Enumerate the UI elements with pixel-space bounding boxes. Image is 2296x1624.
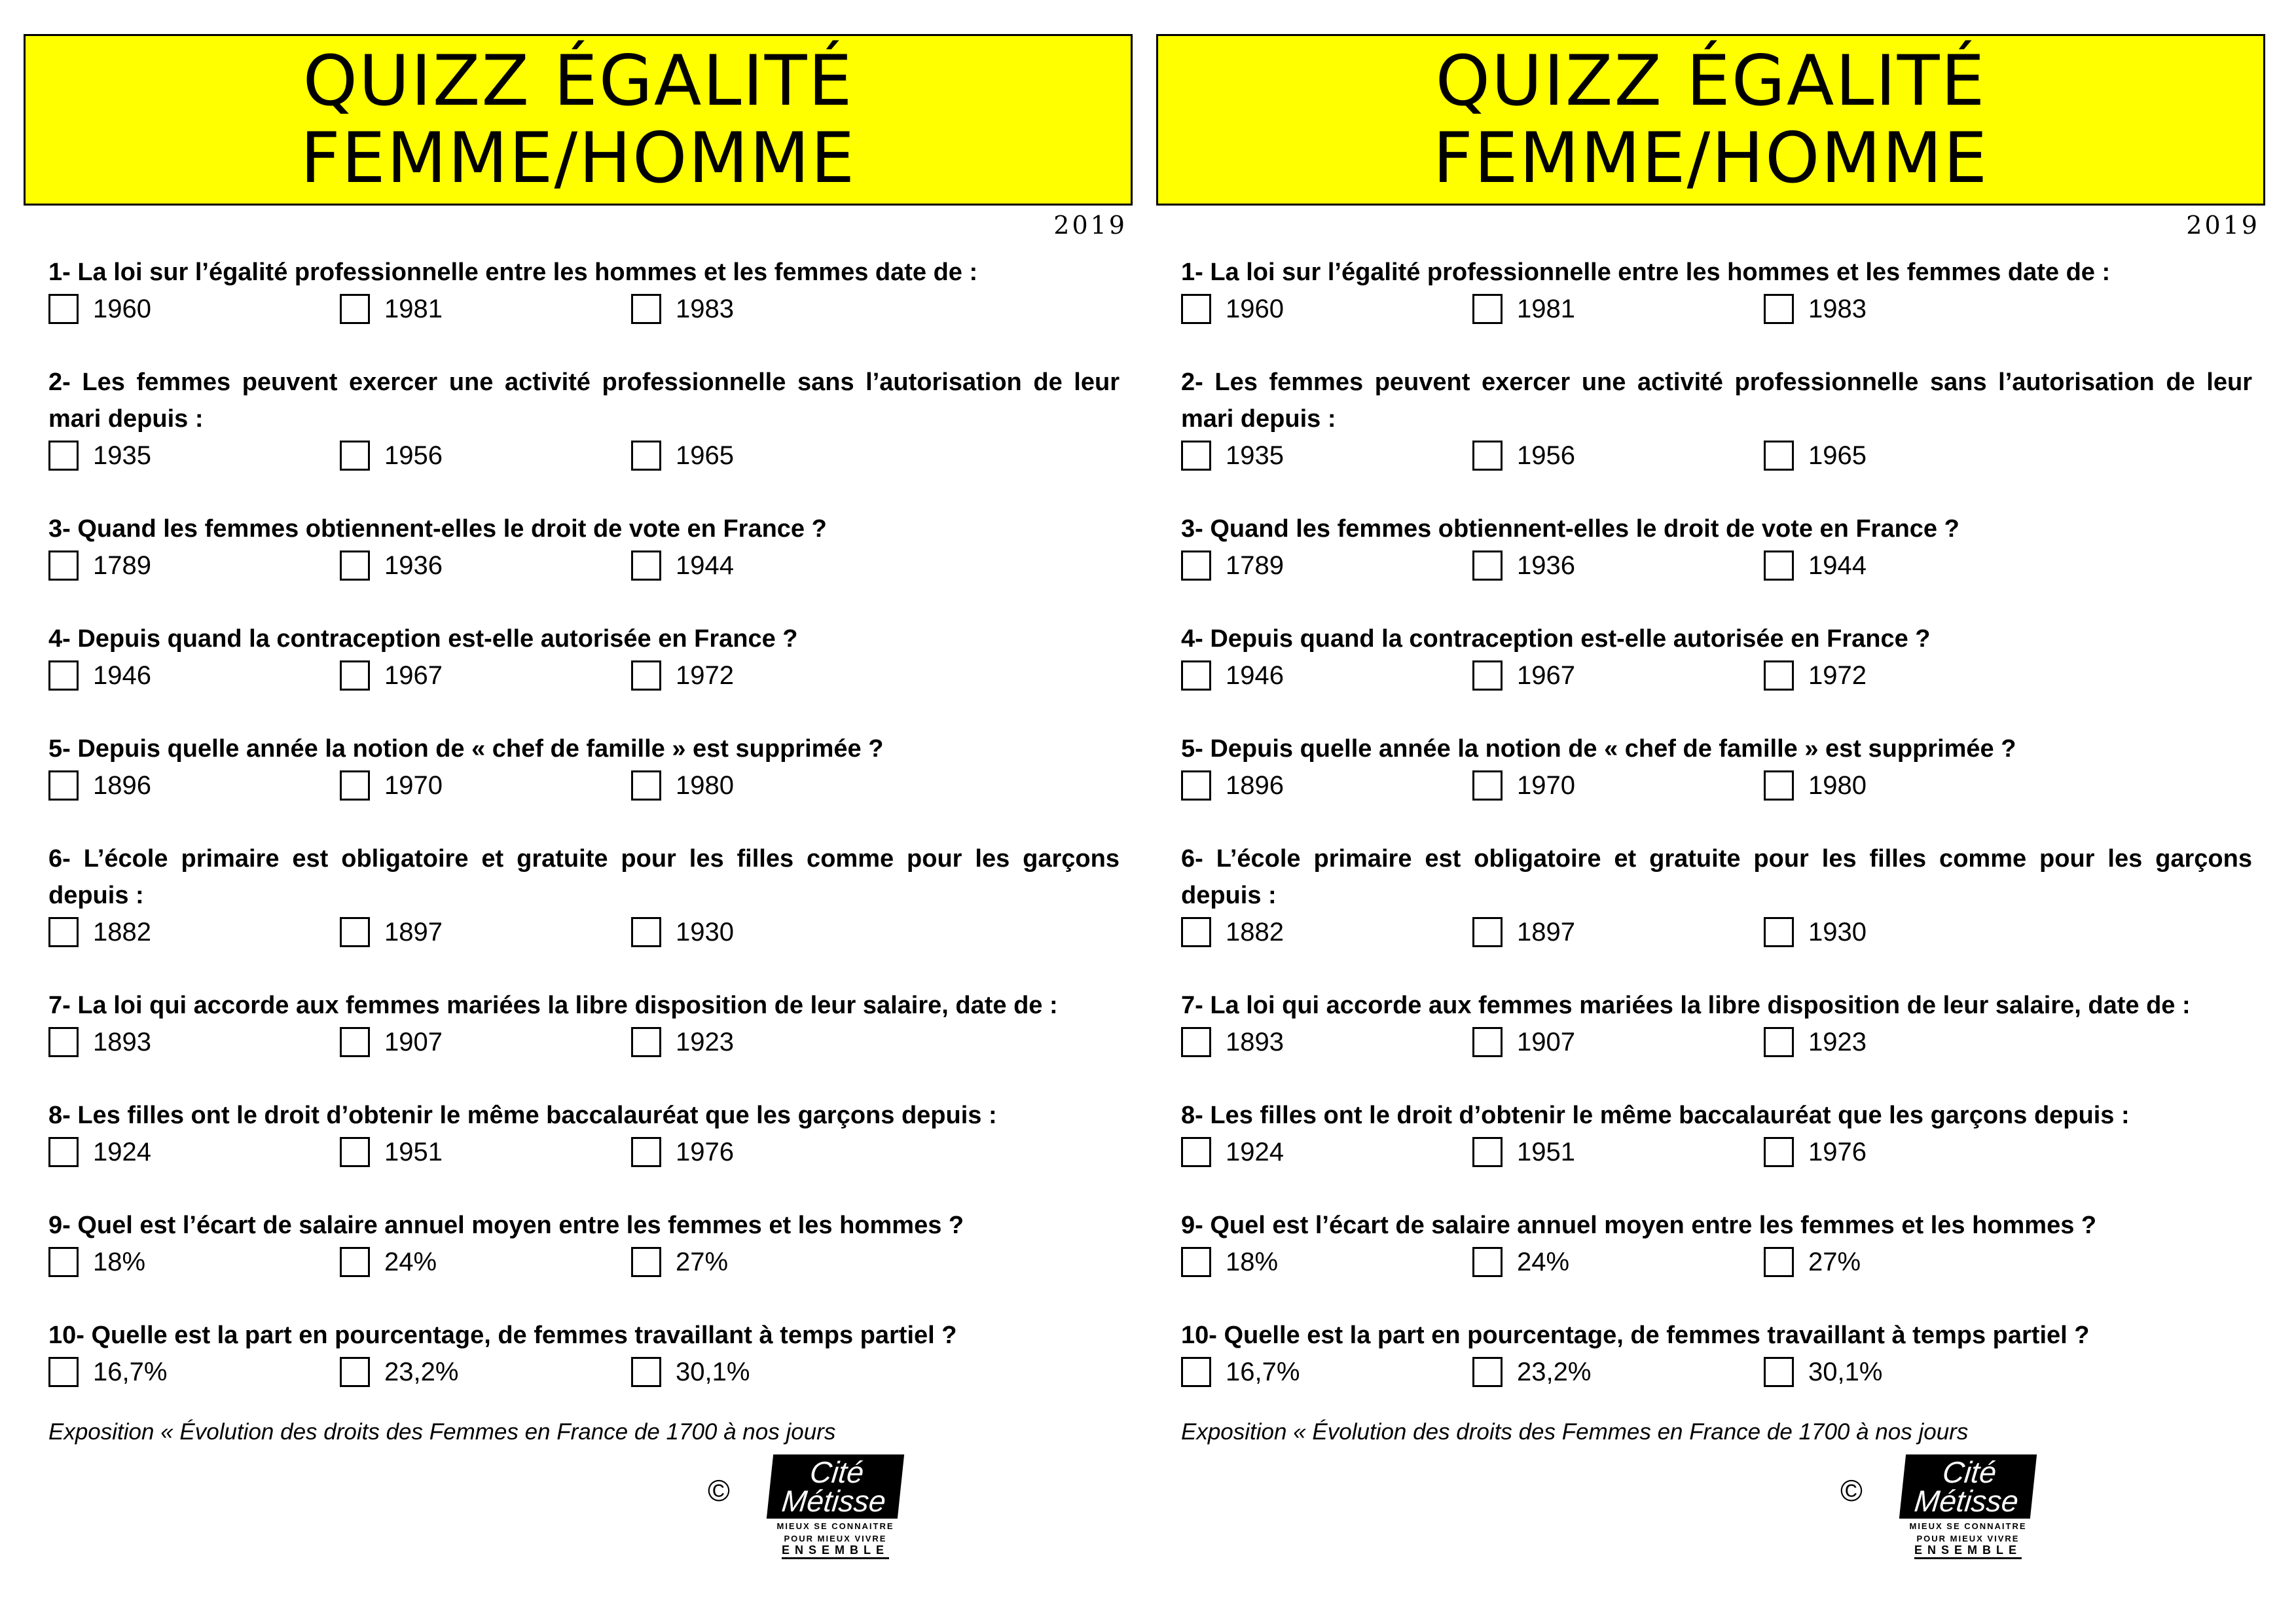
answer-label: 23,2% — [384, 1358, 459, 1386]
answer-options — [48, 657, 1120, 694]
answer-options — [48, 547, 1120, 584]
answer-option[interactable] — [1472, 291, 1764, 327]
answer-option[interactable] — [1472, 1024, 1764, 1060]
checkbox[interactable] — [1472, 770, 1503, 801]
question-3 — [1181, 511, 2252, 584]
answer-label: 1946 — [1226, 661, 1284, 690]
answer-label: 1972 — [676, 661, 734, 690]
question-text: 1- La loi sur l’égalité professionnelle entre les hommes et les femmes date de : — [48, 259, 978, 286]
question-text: 2- Les femmes peuvent exercer une activité professionnelle sans l’autorisation de leur mari depuis : — [48, 369, 1120, 433]
answer-option[interactable] — [631, 291, 922, 327]
logo-line-1: Cité — [808, 1455, 866, 1489]
copyright-symbol: © — [708, 1473, 730, 1507]
answer-option[interactable] — [1472, 914, 1764, 950]
checkbox[interactable] — [1764, 660, 1794, 691]
answer-options — [1181, 914, 2252, 950]
question-list — [48, 254, 1120, 1427]
answer-option[interactable] — [1472, 1134, 1764, 1170]
answer-label: 27% — [1808, 1248, 1861, 1276]
answer-label: 1882 — [93, 918, 151, 947]
answer-label: 1980 — [676, 771, 734, 800]
question-text: 10- Quelle est la part en pourcentage, de femmes travaillant à temps partiel ? — [1181, 1322, 2090, 1349]
checkbox[interactable] — [1181, 660, 1211, 691]
logo-mark — [767, 1454, 904, 1519]
answer-options — [1181, 657, 2252, 694]
question-4 — [48, 621, 1120, 694]
checkbox[interactable] — [1181, 917, 1211, 947]
question-3 — [48, 511, 1120, 584]
question-2 — [48, 364, 1120, 474]
checkbox[interactable] — [631, 550, 661, 581]
answer-option[interactable] — [340, 291, 631, 327]
answer-label: 1923 — [676, 1028, 734, 1056]
answer-label: 30,1% — [676, 1358, 750, 1386]
answer-label: 23,2% — [1517, 1358, 1592, 1386]
answer-label: 1983 — [676, 295, 734, 323]
answer-option[interactable] — [1181, 1134, 1472, 1170]
checkbox[interactable] — [1472, 441, 1503, 471]
answer-option[interactable] — [48, 1244, 340, 1280]
checkbox[interactable] — [1181, 770, 1211, 801]
answer-option[interactable] — [1181, 914, 1472, 950]
answer-option[interactable] — [1472, 1354, 1764, 1390]
answer-label: 24% — [1517, 1248, 1570, 1276]
checkbox[interactable] — [1181, 1247, 1211, 1277]
quiz-sheet-right — [1156, 0, 2269, 1624]
answer-label: 1970 — [1517, 771, 1575, 800]
checkbox[interactable] — [48, 770, 79, 801]
checkbox[interactable] — [340, 1357, 370, 1387]
answer-label: 24% — [384, 1248, 437, 1276]
answer-label: 1976 — [676, 1138, 734, 1166]
answer-label: 1967 — [1517, 661, 1575, 690]
answer-options — [1181, 1354, 2252, 1390]
logo-tagline-2: POUR MIEUX VIVRE — [1916, 1534, 2020, 1543]
question-text: 8- Les filles ont le droit d’obtenir le même baccalauréat que les garçons depuis : — [1181, 1102, 2130, 1129]
checkbox[interactable] — [1764, 1027, 1794, 1057]
year-label: 2019 — [1053, 211, 1127, 240]
checkbox[interactable] — [1181, 294, 1211, 324]
answer-label: 1972 — [1808, 661, 1867, 690]
answer-label: 18% — [93, 1248, 146, 1276]
answer-label: 1951 — [384, 1138, 443, 1166]
checkbox[interactable] — [48, 550, 79, 581]
answer-label: 1935 — [93, 441, 151, 470]
checkbox[interactable] — [631, 660, 661, 691]
checkbox[interactable] — [340, 660, 370, 691]
answer-option[interactable] — [1764, 291, 2055, 327]
answer-label: 1897 — [384, 918, 443, 947]
question-text: 6- L’école primaire est obligatoire et gratuite pour les filles comme pour les garçons depuis : — [1181, 845, 2252, 909]
answer-option[interactable] — [1181, 437, 1472, 474]
title-line-2: FEMME/HOMME — [1432, 118, 1989, 198]
question-1 — [1181, 254, 2252, 327]
answer-label: 18% — [1226, 1248, 1279, 1276]
checkbox[interactable] — [1181, 441, 1211, 471]
checkbox[interactable] — [340, 1027, 370, 1057]
checkbox[interactable] — [1764, 917, 1794, 947]
logo-tagline-2: POUR MIEUX VIVRE — [784, 1534, 887, 1543]
answer-label: 1930 — [676, 918, 734, 947]
logo-tagline-3: ENSEMBLE — [1914, 1543, 2022, 1559]
logo-tagline-1: MIEUX SE CONNAITRE — [776, 1521, 894, 1531]
answer-label: 30,1% — [1808, 1358, 1883, 1386]
question-text: 3- Quand les femmes obtiennent-elles le droit de vote en France ? — [1181, 515, 1959, 543]
answer-label: 1789 — [93, 551, 151, 580]
answer-option[interactable] — [1764, 914, 2055, 950]
answer-option[interactable] — [340, 1134, 631, 1170]
question-5 — [1181, 731, 2252, 804]
checkbox[interactable] — [48, 1357, 79, 1387]
answer-label: 1960 — [93, 295, 151, 323]
checkbox[interactable] — [1764, 1137, 1794, 1167]
answer-label: 27% — [676, 1248, 729, 1276]
question-9 — [48, 1207, 1120, 1280]
answer-label: 1935 — [1226, 441, 1284, 470]
checkbox[interactable] — [631, 1027, 661, 1057]
answer-options — [1181, 1244, 2252, 1280]
answer-option[interactable] — [48, 437, 340, 474]
checkbox[interactable] — [340, 917, 370, 947]
answer-label: 1897 — [1517, 918, 1575, 947]
question-text: 4- Depuis quand la contraception est-elle autorisée en France ? — [48, 625, 798, 653]
checkbox[interactable] — [631, 1247, 661, 1277]
question-10 — [1181, 1317, 2252, 1390]
answer-option[interactable] — [631, 1354, 922, 1390]
logo-tagline-1: MIEUX SE CONNAITRE — [1909, 1521, 2027, 1531]
question-text: 9- Quel est l’écart de salaire annuel moyen entre les femmes et les hommes ? — [1181, 1212, 2097, 1239]
question-8 — [48, 1097, 1120, 1170]
question-7 — [48, 987, 1120, 1060]
question-text: 5- Depuis quelle année la notion de « chef de famille » est supprimée ? — [48, 735, 884, 763]
answer-options — [48, 1024, 1120, 1060]
question-8 — [1181, 1097, 2252, 1170]
question-text: 6- L’école primaire est obligatoire et gratuite pour les filles comme pour les garçons depuis : — [48, 845, 1120, 909]
answer-label: 1896 — [93, 771, 151, 800]
answer-option[interactable] — [1472, 657, 1764, 694]
question-4 — [1181, 621, 2252, 694]
answer-label: 16,7% — [93, 1358, 168, 1386]
checkbox[interactable] — [631, 770, 661, 801]
answer-option[interactable] — [340, 1024, 631, 1060]
title-banner — [24, 34, 1133, 206]
quiz-sheet-left — [24, 0, 1137, 1624]
answer-label: 1893 — [93, 1028, 151, 1056]
answer-label: 1789 — [1226, 551, 1284, 580]
answer-option[interactable] — [1764, 1244, 2055, 1280]
checkbox[interactable] — [1472, 917, 1503, 947]
answer-options — [48, 1134, 1120, 1170]
answer-label: 1923 — [1808, 1028, 1867, 1056]
answer-option[interactable] — [1472, 437, 1764, 474]
answer-options — [1181, 1024, 2252, 1060]
checkbox[interactable] — [340, 770, 370, 801]
question-6 — [48, 840, 1120, 950]
answer-label: 1944 — [1808, 551, 1867, 580]
checkbox[interactable] — [1181, 550, 1211, 581]
answer-label: 1981 — [1517, 295, 1575, 323]
checkbox[interactable] — [631, 1357, 661, 1387]
title-line-1: QUIZZ ÉGALITÉ — [1435, 41, 1986, 121]
answer-label: 1936 — [1517, 551, 1575, 580]
question-text: 3- Quand les femmes obtiennent-elles le droit de vote en France ? — [48, 515, 827, 543]
checkbox[interactable] — [340, 550, 370, 581]
logo-line-1: Cité — [1941, 1455, 1998, 1489]
logo-line-2: Métisse — [1912, 1484, 2020, 1518]
question-2 — [1181, 364, 2252, 474]
answer-option[interactable] — [1764, 1024, 2055, 1060]
answer-options — [48, 914, 1120, 950]
answer-option[interactable] — [631, 547, 922, 584]
checkbox[interactable] — [48, 1137, 79, 1167]
answer-options — [1181, 767, 2252, 804]
answer-option[interactable] — [48, 291, 340, 327]
checkbox[interactable] — [340, 1137, 370, 1167]
answer-option[interactable] — [48, 1024, 340, 1060]
question-text: 10- Quelle est la part en pourcentage, de femmes travaillant à temps partiel ? — [48, 1322, 957, 1349]
checkbox[interactable] — [1472, 1357, 1503, 1387]
answer-label: 1980 — [1808, 771, 1867, 800]
answer-option[interactable] — [340, 767, 631, 804]
question-1 — [48, 254, 1120, 327]
question-text: 9- Quel est l’écart de salaire annuel moyen entre les femmes et les hommes ? — [48, 1212, 964, 1239]
question-text: 8- Les filles ont le droit d’obtenir le même baccalauréat que les garçons depuis : — [48, 1102, 997, 1129]
answer-label: 1967 — [384, 661, 443, 690]
answer-label: 1907 — [1517, 1028, 1575, 1056]
answer-option[interactable] — [1472, 767, 1764, 804]
answer-option[interactable] — [1181, 657, 1472, 694]
question-5 — [48, 731, 1120, 804]
answer-option[interactable] — [1764, 437, 2055, 474]
checkbox[interactable] — [1181, 1137, 1211, 1167]
answer-option[interactable] — [631, 1244, 922, 1280]
checkbox[interactable] — [48, 294, 79, 324]
answer-options — [48, 1244, 1120, 1280]
answer-label: 1976 — [1808, 1138, 1867, 1166]
answer-option[interactable] — [340, 1354, 631, 1390]
checkbox[interactable] — [48, 441, 79, 471]
answer-options — [48, 437, 1120, 474]
answer-option[interactable] — [1764, 657, 2055, 694]
logo-tagline-3: ENSEMBLE — [782, 1543, 889, 1559]
cite-metisse-logo — [1901, 1454, 2035, 1559]
answer-label: 1981 — [384, 295, 443, 323]
question-text: 7- La loi qui accorde aux femmes mariées la libre disposition de leur salaire, date de : — [48, 992, 1058, 1019]
answer-option[interactable] — [631, 767, 922, 804]
answer-options — [1181, 437, 2252, 474]
checkbox[interactable] — [1181, 1357, 1211, 1387]
question-text: 7- La loi qui accorde aux femmes mariées la libre disposition de leur salaire, date de : — [1181, 992, 2191, 1019]
checkbox[interactable] — [1472, 294, 1503, 324]
answer-option[interactable] — [340, 914, 631, 950]
cite-metisse-logo — [768, 1454, 903, 1559]
checkbox[interactable] — [1472, 1027, 1503, 1057]
answer-label: 1983 — [1808, 295, 1867, 323]
answer-label: 1893 — [1226, 1028, 1284, 1056]
answer-option[interactable] — [1472, 1244, 1764, 1280]
question-10 — [48, 1317, 1120, 1390]
answer-option[interactable] — [48, 1354, 340, 1390]
answer-option[interactable] — [48, 767, 340, 804]
answer-option[interactable] — [631, 657, 922, 694]
answer-label: 1946 — [93, 661, 151, 690]
answer-label: 1956 — [1517, 441, 1575, 470]
answer-option[interactable] — [631, 437, 922, 474]
checkbox[interactable] — [631, 441, 661, 471]
title-banner — [1156, 34, 2265, 206]
answer-option[interactable] — [1181, 767, 1472, 804]
answer-label: 1956 — [384, 441, 443, 470]
checkbox[interactable] — [1181, 1027, 1211, 1057]
answer-option[interactable] — [1764, 767, 2055, 804]
checkbox[interactable] — [340, 294, 370, 324]
answer-options — [48, 767, 1120, 804]
answer-option[interactable] — [1181, 547, 1472, 584]
answer-option[interactable] — [48, 657, 340, 694]
checkbox[interactable] — [1764, 1247, 1794, 1277]
answer-label: 1970 — [384, 771, 443, 800]
checkbox[interactable] — [48, 917, 79, 947]
answer-label: 16,7% — [1226, 1358, 1300, 1386]
question-text: 1- La loi sur l’égalité professionnelle entre les hommes et les femmes date de : — [1181, 259, 2111, 286]
answer-label: 1930 — [1808, 918, 1867, 947]
answer-option[interactable] — [631, 914, 922, 950]
question-text: 5- Depuis quelle année la notion de « chef de famille » est supprimée ? — [1181, 735, 2016, 763]
answer-option[interactable] — [1181, 291, 1472, 327]
answer-label: 1960 — [1226, 295, 1284, 323]
answer-option[interactable] — [1181, 1244, 1472, 1280]
answer-option[interactable] — [48, 1134, 340, 1170]
checkbox[interactable] — [1764, 441, 1794, 471]
year-label: 2019 — [2186, 211, 2260, 240]
question-list — [1181, 254, 2252, 1427]
answer-option[interactable] — [340, 547, 631, 584]
answer-label: 1965 — [1808, 441, 1867, 470]
checkbox[interactable] — [1764, 770, 1794, 801]
answer-option[interactable] — [48, 547, 340, 584]
answer-option[interactable] — [1181, 1354, 1472, 1390]
title-line-2: FEMME/HOMME — [300, 118, 856, 198]
answer-label: 1907 — [384, 1028, 443, 1056]
answer-option[interactable] — [340, 657, 631, 694]
answer-label: 1944 — [676, 551, 734, 580]
answer-label: 1924 — [93, 1138, 151, 1166]
answer-options — [1181, 291, 2252, 327]
checkbox[interactable] — [48, 1027, 79, 1057]
answer-label: 1951 — [1517, 1138, 1575, 1166]
logo-mark — [1899, 1454, 2037, 1519]
answer-option[interactable] — [340, 1244, 631, 1280]
exposition-note: Exposition « Évolution des droits des Femmes en France de 1700 à nos jours — [48, 1419, 836, 1445]
title-line-1: QUIZZ ÉGALITÉ — [302, 41, 854, 121]
answer-option[interactable] — [1764, 547, 2055, 584]
answer-label: 1924 — [1226, 1138, 1284, 1166]
checkbox[interactable] — [1472, 550, 1503, 581]
checkbox[interactable] — [48, 660, 79, 691]
checkbox[interactable] — [340, 1247, 370, 1277]
answer-options — [48, 291, 1120, 327]
question-9 — [1181, 1207, 2252, 1280]
checkbox[interactable] — [1472, 1247, 1503, 1277]
answer-label: 1882 — [1226, 918, 1284, 947]
answer-option[interactable] — [1764, 1354, 2055, 1390]
answer-option[interactable] — [48, 914, 340, 950]
checkbox[interactable] — [1472, 660, 1503, 691]
checkbox[interactable] — [1764, 550, 1794, 581]
answer-option[interactable] — [1181, 1024, 1472, 1060]
question-text: 2- Les femmes peuvent exercer une activité professionnelle sans l’autorisation de leur mari depuis : — [1181, 369, 2252, 433]
answer-options — [48, 1354, 1120, 1390]
checkbox[interactable] — [1764, 294, 1794, 324]
answer-label: 1936 — [384, 551, 443, 580]
question-7 — [1181, 987, 2252, 1060]
checkbox[interactable] — [631, 1137, 661, 1167]
answer-option[interactable] — [1764, 1134, 2055, 1170]
checkbox[interactable] — [48, 1247, 79, 1277]
answer-option[interactable] — [631, 1024, 922, 1060]
answer-label: 1896 — [1226, 771, 1284, 800]
checkbox[interactable] — [1472, 1137, 1503, 1167]
answer-options — [1181, 547, 2252, 584]
answer-label: 1965 — [676, 441, 734, 470]
checkbox[interactable] — [631, 917, 661, 947]
answer-option[interactable] — [340, 437, 631, 474]
checkbox[interactable] — [1764, 1357, 1794, 1387]
question-text: 4- Depuis quand la contraception est-elle autorisée en France ? — [1181, 625, 1931, 653]
checkbox[interactable] — [340, 441, 370, 471]
logo-line-2: Métisse — [780, 1484, 888, 1518]
answer-option[interactable] — [631, 1134, 922, 1170]
answer-option[interactable] — [1472, 547, 1764, 584]
answer-options — [1181, 1134, 2252, 1170]
exposition-note: Exposition « Évolution des droits des Femmes en France de 1700 à nos jours — [1181, 1419, 1969, 1445]
question-6 — [1181, 840, 2252, 950]
checkbox[interactable] — [631, 294, 661, 324]
copyright-symbol: © — [1840, 1473, 1863, 1507]
